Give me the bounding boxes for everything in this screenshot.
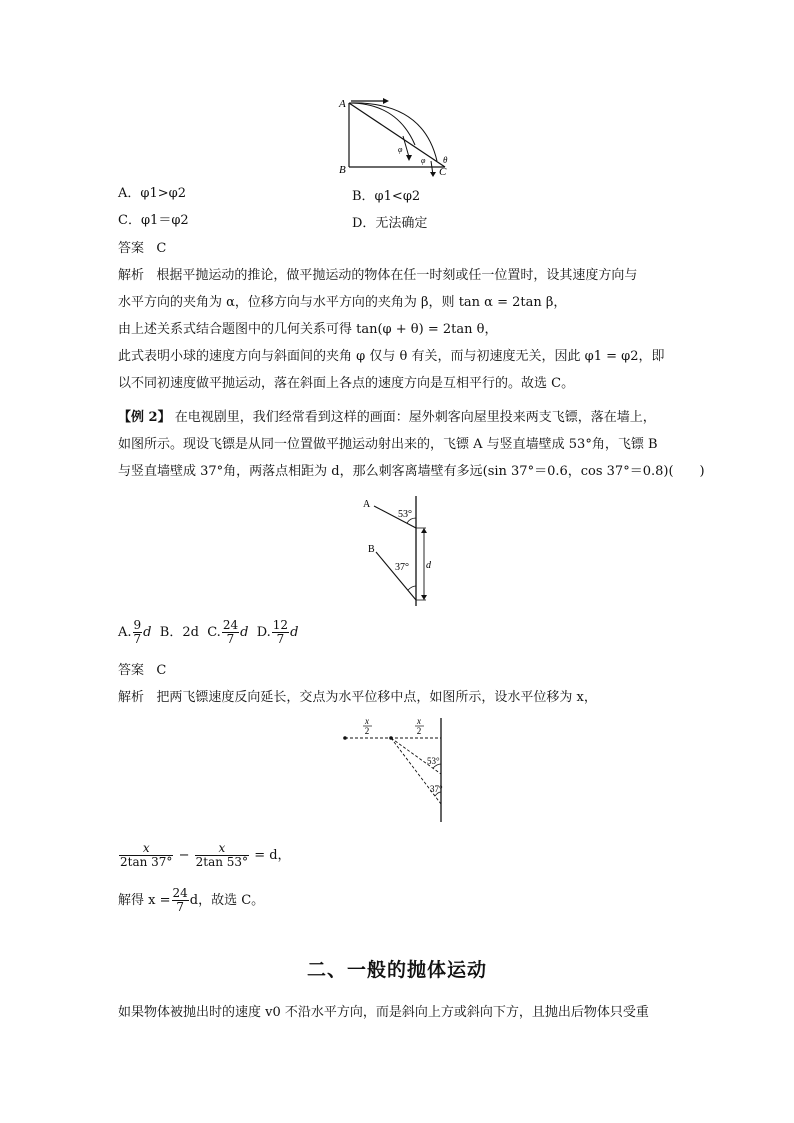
half-x-right-num: x: [417, 716, 421, 726]
label-phi1: φ: [398, 145, 403, 154]
dart-B-label: B: [368, 544, 375, 555]
dart-A-label: A: [363, 499, 371, 510]
solve-line: 解得 x = $\frac{24}{7}$ d，故选 C。: [118, 886, 265, 914]
angle-37-label: 37°: [430, 784, 443, 794]
option-a: A．φ1>φ2: [118, 186, 187, 201]
half-x-left-den: 2: [364, 726, 370, 736]
analysis-label: 解析: [118, 690, 145, 705]
angle-53-label: 53°: [398, 509, 412, 520]
figure-incline-trajectories: [335, 95, 455, 180]
example-2-line-3: 与竖直墙壁成 37°角，两落点相距为 d，那么刺客离墙壁有多远(sin 37°＝0.6，cos 37°＝0.8)( ): [118, 464, 705, 479]
half-x-right-den: 2: [416, 726, 422, 736]
analysis-1-line-1: 解析 根据平抛运动的推论，做平抛运动的物体在任一时刻或任一位置时，设其速度方向与: [118, 268, 638, 283]
figure-darts-wall: [360, 492, 440, 610]
option-d: D．无法确定: [352, 216, 428, 231]
angle-37-label: 37°: [395, 562, 409, 573]
analysis-1-line-2: 水平方向的夹角为 α，位移方向与水平方向的夹角为 β，则 tan α = 2tan β，: [118, 295, 567, 310]
option-c: C．φ1＝φ2: [118, 213, 189, 228]
label-C: C: [439, 166, 447, 178]
angle-53-label: 53°: [427, 756, 440, 766]
distance-d-label: d: [426, 560, 431, 571]
section-heading: 二、一般的抛体运动: [306, 959, 487, 981]
label-theta: θ: [443, 155, 448, 165]
q2-options: A. $\frac{9}{7}$ d B．2d C. $\frac{24}{7}$ d D. $\frac{12}{7}$ d: [118, 618, 299, 646]
answer-label: 答案: [118, 663, 145, 678]
label-A: A: [339, 98, 346, 110]
figure-reverse-extension: [335, 712, 465, 824]
analysis-1-line-4: 此式表明小球的速度方向与斜面间的夹角 φ 仅与 θ 有关，而与初速度无关，因此 φ1 = φ2，即: [118, 349, 665, 364]
body-text-last: 如果物体被抛出时的速度 v0 不沿水平方向，而是斜向上方或斜向下方，且抛出后物体只受重: [118, 1005, 649, 1020]
analysis-1-line-5: 以不同初速度做平抛运动，落在斜面上各点的速度方向是互相平行的。故选 C。: [118, 376, 575, 391]
answer-value: C: [156, 241, 167, 256]
analysis-1-line-3: 由上述关系式结合题图中的几何关系可得 tan(φ + θ) = 2tan θ，: [118, 322, 498, 337]
equation: $\frac{x}{2\tan 37^\circ}$ − $\frac{x}{2\tan 53^\circ}$ = d，: [120, 841, 291, 869]
half-x-left-num: x: [365, 716, 369, 726]
option-b: B．φ1<φ2: [352, 189, 421, 204]
label-B: B: [339, 164, 346, 176]
analysis-label: 解析: [118, 268, 145, 283]
example-2-line-1: 【例 2】 在电视剧里，我们经常看到这样的画面：屋外刺客向屋里投来两支飞镖，落在墙上，: [118, 410, 656, 425]
answer-value: C: [156, 663, 167, 678]
answer-1: [118, 240, 166, 258]
answer-2: [118, 662, 166, 680]
answer-label: 答案: [118, 241, 145, 256]
label-phi2: φ: [421, 156, 426, 165]
example-tag: 【例 2】: [118, 410, 171, 425]
example-2-line-2: 如图所示。现设飞镖是从同一位置做平抛运动射出来的，飞镖 A 与竖直墙壁成 53°角，飞镖 B: [118, 437, 658, 452]
analysis-2-line-1: 解析 把两飞镖速度反向延长，交点为水平位移中点，如图所示，设水平位移为 x，: [118, 690, 597, 705]
